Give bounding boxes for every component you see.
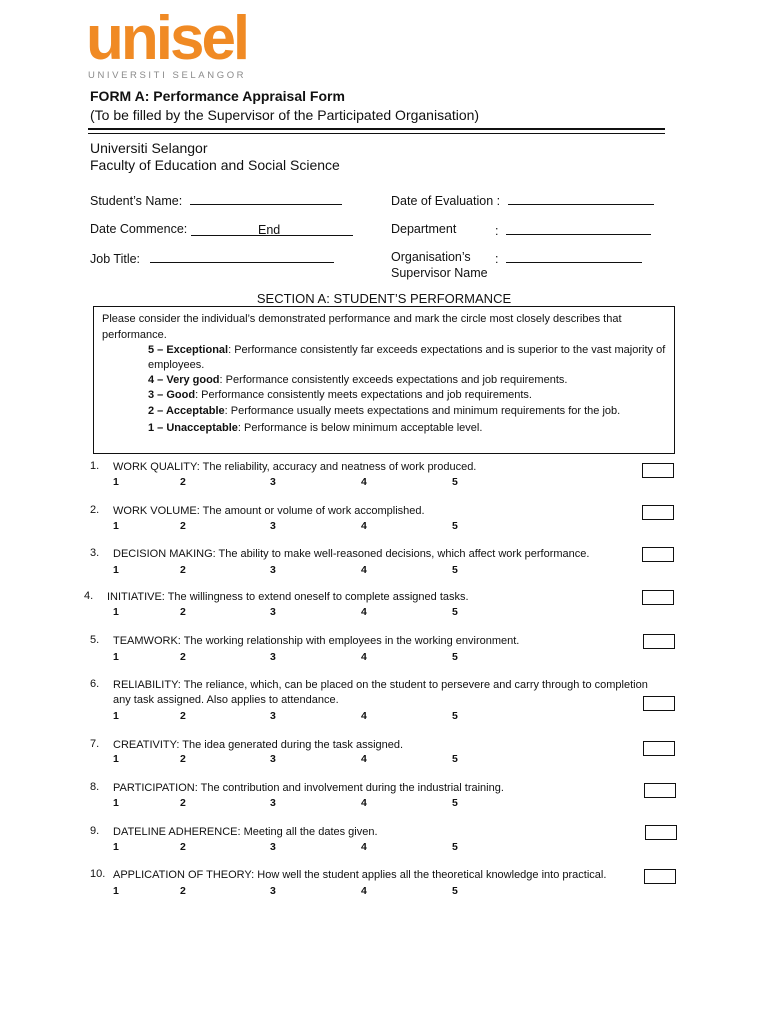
question-number: 7. xyxy=(90,738,100,750)
rating-option[interactable]: 3 xyxy=(270,841,276,853)
form-title: FORM A: Performance Appraisal Form xyxy=(90,88,345,104)
end-label: End xyxy=(258,223,281,237)
org-supervisor-label-line2: Supervisor Name xyxy=(391,266,488,280)
job-title-label: Job Title: xyxy=(90,252,141,266)
rating-option[interactable]: 1 xyxy=(113,606,119,618)
unisel-logo: unisel xyxy=(86,4,248,73)
question-number: 6. xyxy=(90,678,100,690)
score-box[interactable] xyxy=(643,696,675,711)
rating-option[interactable]: 4 xyxy=(361,797,367,809)
rating-option[interactable]: 3 xyxy=(270,520,276,532)
rating-option[interactable]: 2 xyxy=(180,885,186,897)
question-text: TEAMWORK: The working relationship with employees in the working environment. xyxy=(113,635,520,647)
rating-option[interactable]: 5 xyxy=(452,651,458,663)
scale-desc: : Performance consistently exceeds expectations and job requirements. xyxy=(219,374,568,386)
job-title-line[interactable] xyxy=(150,250,334,263)
rating-option[interactable]: 3 xyxy=(270,606,276,618)
student-name-line[interactable] xyxy=(190,192,342,205)
rating-option[interactable]: 5 xyxy=(452,753,458,765)
rating-option[interactable]: 5 xyxy=(452,797,458,809)
department-colon: : xyxy=(495,224,499,238)
rating-option[interactable]: 4 xyxy=(361,606,367,618)
score-box[interactable] xyxy=(643,634,675,649)
score-box[interactable] xyxy=(642,463,674,478)
question-number: 9. xyxy=(90,825,100,837)
rating-option[interactable]: 3 xyxy=(270,885,276,897)
header-rule-thin xyxy=(88,133,665,134)
scale-desc: : Performance is below minimum acceptable level. xyxy=(237,422,483,434)
rating-option[interactable]: 1 xyxy=(113,710,119,722)
rating-option[interactable]: 5 xyxy=(452,710,458,722)
scale-item-1 xyxy=(148,421,668,436)
question-number: 4. xyxy=(84,590,94,602)
org-supervisor-colon: : xyxy=(495,252,499,266)
rating-option[interactable]: 4 xyxy=(361,710,367,722)
logo-subtext: UNIVERSITI SELANGOR xyxy=(88,70,247,81)
rating-option[interactable]: 2 xyxy=(180,797,186,809)
scale-label: 1 – Unacceptable xyxy=(148,422,238,434)
section-title: SECTION A: STUDENT’S PERFORMANCE xyxy=(256,291,512,306)
question-text: CREATIVITY: The idea generated during the task assigned. xyxy=(113,739,404,751)
date-commence-label: Date Commence: xyxy=(90,222,188,236)
score-box[interactable] xyxy=(643,741,675,756)
score-box[interactable] xyxy=(642,590,674,605)
rating-option[interactable]: 4 xyxy=(361,885,367,897)
rating-option[interactable]: 1 xyxy=(113,797,119,809)
question-text: PARTICIPATION: The contribution and involvement during the industrial training. xyxy=(113,782,504,794)
rating-option[interactable]: 5 xyxy=(452,841,458,853)
question-text: DATELINE ADHERENCE: Meeting all the dates given. xyxy=(113,826,378,838)
scale-label: 2 – Acceptable xyxy=(148,405,225,417)
score-box[interactable] xyxy=(642,505,674,520)
rating-option[interactable]: 2 xyxy=(180,651,186,663)
header-rule-thick xyxy=(88,128,665,130)
rating-option[interactable]: 3 xyxy=(270,797,276,809)
rating-option[interactable]: 4 xyxy=(361,476,367,488)
scale-label: 4 – Very good xyxy=(148,374,220,386)
rating-option[interactable]: 1 xyxy=(113,651,119,663)
instruction-text: Please consider the individual’s demonstrated performance and mark the circle most closely describes that performance. xyxy=(102,313,622,341)
org-supervisor-field xyxy=(495,250,642,266)
scale-item-5 xyxy=(148,343,668,373)
question-text: WORK VOLUME: The amount or volume of work accomplished. xyxy=(113,505,425,517)
scale-desc: : Performance consistently meets expectations and job requirements. xyxy=(195,389,532,401)
rating-option[interactable]: 3 xyxy=(270,753,276,765)
rating-option[interactable]: 2 xyxy=(180,476,186,488)
student-name-field xyxy=(90,192,342,208)
rating-option[interactable]: 5 xyxy=(452,520,458,532)
rating-option[interactable]: 1 xyxy=(113,753,119,765)
rating-option[interactable]: 1 xyxy=(113,564,119,576)
form-subtitle: (To be filled by the Supervisor of the Participated Organisation) xyxy=(90,107,480,123)
question-number: 5. xyxy=(90,634,100,646)
rating-option[interactable]: 1 xyxy=(113,520,119,532)
rating-option[interactable]: 3 xyxy=(270,564,276,576)
org-supervisor-label-line1: Organisation’s xyxy=(391,250,471,264)
question-text: RELIABILITY: The reliance, which, can be placed on the student to persevere and carry through to completion any task assigned. Also applies to attendance. xyxy=(113,679,648,706)
scale-item-2 xyxy=(148,404,668,419)
scale-label: 3 – Good xyxy=(148,389,196,401)
question-text: APPLICATION OF THEORY: How well the student applies all the theoretical knowledge into practical. xyxy=(113,869,607,881)
rating-option[interactable]: 4 xyxy=(361,520,367,532)
department-label: Department xyxy=(391,222,457,236)
rating-option[interactable]: 2 xyxy=(180,564,186,576)
scale-label: 5 – Exceptional xyxy=(148,344,229,356)
university-name: Universiti Selangor xyxy=(90,140,208,156)
rating-option[interactable]: 5 xyxy=(452,564,458,576)
rating-option[interactable]: 3 xyxy=(270,710,276,722)
score-box[interactable] xyxy=(644,783,676,798)
scale-desc: : Performance usually meets expectations and minimum requirements for the job. xyxy=(224,405,621,417)
department-line[interactable] xyxy=(506,222,651,235)
question-number: 2. xyxy=(90,504,100,516)
rating-option[interactable]: 5 xyxy=(452,885,458,897)
rating-option[interactable]: 3 xyxy=(270,651,276,663)
rating-option[interactable]: 2 xyxy=(180,753,186,765)
question-text: INITIATIVE: The willingness to extend oneself to complete assigned tasks. xyxy=(107,591,469,603)
question-text: DECISION MAKING: The ability to make well-reasoned decisions, which affect work performance. xyxy=(113,548,590,560)
department-field xyxy=(495,222,651,238)
score-box[interactable] xyxy=(642,547,674,562)
scale-item-3 xyxy=(148,388,668,403)
date-commence-field xyxy=(90,222,187,236)
rating-option[interactable]: 1 xyxy=(113,841,119,853)
rating-option[interactable]: 5 xyxy=(452,476,458,488)
rating-option[interactable]: 2 xyxy=(180,606,186,618)
score-box[interactable] xyxy=(644,869,676,884)
date-of-evaluation-label: Date of Evaluation : xyxy=(391,194,501,208)
job-title-field xyxy=(90,250,334,266)
date-of-evaluation-field xyxy=(391,192,654,208)
rating-option[interactable]: 4 xyxy=(361,753,367,765)
org-supervisor-line[interactable] xyxy=(506,250,642,263)
rating-option[interactable]: 1 xyxy=(113,476,119,488)
rating-option[interactable]: 4 xyxy=(361,841,367,853)
date-of-evaluation-line[interactable] xyxy=(508,192,654,205)
score-box[interactable] xyxy=(645,825,677,840)
scale-item-4 xyxy=(148,373,668,388)
question-number: 1. xyxy=(90,460,100,472)
faculty-name: Faculty of Education and Social Science xyxy=(90,157,340,173)
rating-option[interactable]: 1 xyxy=(113,885,119,897)
question-number: 3. xyxy=(90,547,100,559)
rating-option[interactable]: 2 xyxy=(180,710,186,722)
rating-option[interactable]: 2 xyxy=(180,841,186,853)
rating-option[interactable]: 4 xyxy=(361,651,367,663)
rating-option[interactable]: 4 xyxy=(361,564,367,576)
question-number: 10. xyxy=(90,868,106,880)
question-text: WORK QUALITY: The reliability, accuracy and neatness of work produced. xyxy=(113,461,477,473)
scale-desc: : Performance consistently far exceeds expectations and is superior to the vast majority of employees. xyxy=(148,344,666,371)
question-number: 8. xyxy=(90,781,100,793)
rating-option[interactable]: 2 xyxy=(180,520,186,532)
rating-option[interactable]: 3 xyxy=(270,476,276,488)
rating-option[interactable]: 5 xyxy=(452,606,458,618)
student-name-label: Student’s Name: xyxy=(90,194,183,208)
